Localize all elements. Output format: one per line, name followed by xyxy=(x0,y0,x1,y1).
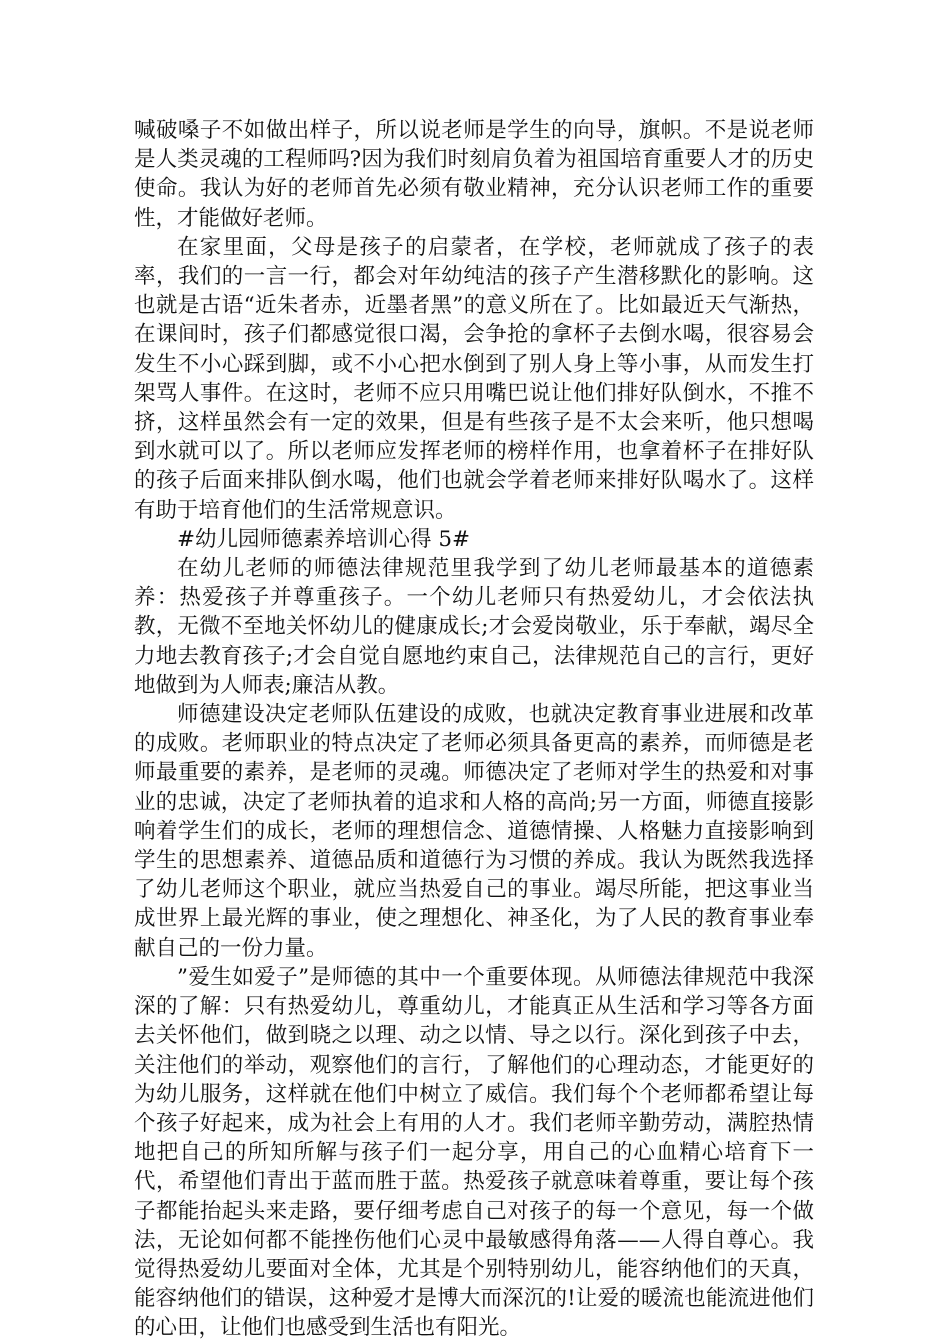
paragraph-love-students: ”爱生如爱子”是师德的其中一个重要体现。从师德法律规范中我深深的了解：只有热爱幼儿，尊重幼儿，才能真正从生活和学习等各方面去关怀他们，做到晓之以理、动之以情、导之以行。深化到孩子中去，关注他们的举动，观察他们的言行，了解他们的心理动态，才能更好的为幼儿服务，这样就在他们中树立了威信。我们每个个老师都希望让每个孩子好起来，成为社会上有用的人才。我们老师辛勤劳动，满腔热情地把自己的所知所解与孩子们一起分享，用自己的心血精心培育下一代，希望他们青出于蓝而胜于蓝。热爱孩子就意味着尊重，要让每个孩子都能抬起头来走路，要仔细考虑自己对孩子的每一个意见，每一个做法，无论如何都不能挫伤他们心灵中最敏感得角落——人得自尊心。我觉得热爱幼儿要面对全体，尤其是个别特别幼儿，能容纳他们的天真，能容纳他们的错误，这种爱才是博大而深沉的!让爱的暖流也能流进他们的心田，让他们也感受到生活也有阳光。 xyxy=(134,964,814,1341)
paragraph-moral-norms: 在幼儿老师的师德法律规范里我学到了幼儿老师最基本的道德素养：热爱孩子并尊重孩子。一个幼儿老师只有热爱幼儿，才会依法执教，无微不至地关怀幼儿的健康成长;才会爱岗敬业，乐于奉献，竭尽全力地去教育孩子;才会自觉自愿地约束自己，法律规范自己的言行，更好地做到为人师表;廉洁从教。 xyxy=(134,556,814,698)
paragraph-teacher-ethics: 师德建设决定老师队伍建设的成败，也就决定教育事业进展和改革的成败。老师职业的特点决定了老师必须具备更高的素养，而师德是老师最重要的素养，是老师的灵魂。师德决定了老师对学生的热爱和对事业的忠诚，决定了老师执着的追求和人格的高尚;另一方面，师德直接影响着学生们的成长，老师的理想信念、道德情操、人格魅力直接影响到学生的思想素养、道德品质和道德行为习惯的养成。我认为既然我选择了幼儿老师这个职业，就应当热爱自己的事业。竭尽所能，把这事业当成世界上最光辉的事业，使之理想化、神圣化，为了人民的教育事业奉献自己的一份力量。 xyxy=(134,702,814,961)
paragraph-continuation: 喊破嗓子不如做出样子，所以说老师是学生的向导，旗帜。不是说老师是人类灵魂的工程师吗?因为我们时刻肩负着为祖国培育重要人才的历史使命。我认为好的老师首先必须有敬业精神，充分认识老师工作的重要性，才能做好老师。 xyxy=(134,118,814,231)
section-heading: #幼儿园师德素养培训心得 5# xyxy=(177,526,471,552)
paragraph-role-model: 在家里面，父母是孩子的启蒙者，在学校，老师就成了孩子的表率，我们的一言一行，都会对年幼纯洁的孩子产生潜移默化的影响。这也就是古语“近朱者赤，近墨者黑”的意义所在了。比如最近天气渐热，在课间时，孩子们都感觉很口渴，会争抢的拿杯子去倒水喝，很容易会发生不小心踩到脚，或不小心把水倒到了别人身上等小事，从而发生打架骂人事件。在这时，老师不应只用嘴巴说让他们排好队倒水，不推不挤，这样虽然会有一定的效果，但是有些孩子是不太会来听，他只想喝到水就可以了。所以老师应发挥老师的榜样作用，也拿着杯子在排好队的孩子后面来排队倒水喝，他们也就会学着老师来排好队喝水了。这样有助于培育他们的生活常规意识。 xyxy=(134,234,814,523)
document-page xyxy=(134,116,814,1343)
